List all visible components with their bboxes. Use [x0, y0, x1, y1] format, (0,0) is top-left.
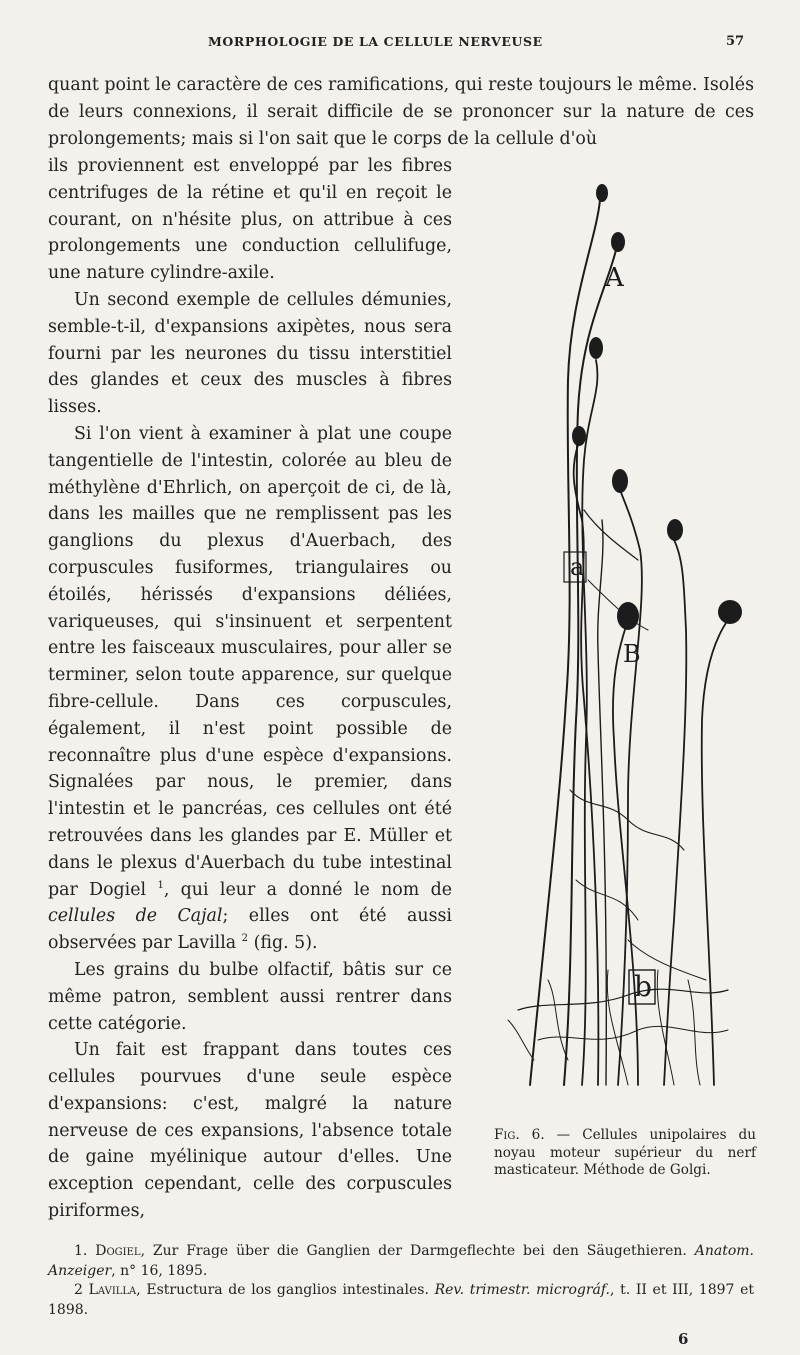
- label-a: a: [570, 553, 585, 581]
- caption-dash: —: [544, 1127, 583, 1143]
- cajal-term: cellules de Cajal: [48, 906, 223, 927]
- footnote-2-ref: , t. II et III, 1897 et 1898.: [48, 1282, 755, 1318]
- label-b: b: [634, 970, 652, 1003]
- figure-neurons: [478, 180, 788, 1090]
- running-head: [0, 34, 800, 54]
- footnote-ref-1: 1: [157, 879, 164, 891]
- paragraph-intestine: [48, 421, 452, 957]
- footnote-2-title: , Estructura de los ganglios intestinales.: [136, 1282, 429, 1298]
- paragraph-olfactory: Les grains du bulbe olfactif, bâtis sur ce même patron, semblent aussi rentrer dans cette catégorie.: [48, 959, 452, 1034]
- dogiel-continuation: , qui leur a donné le nom de: [163, 879, 452, 900]
- lavilla-ref: (fig. 5).: [248, 933, 318, 954]
- paragraph-second-example: Un second exemple de cellules démunies, semble-t-il, d'expansions axipètes, nous sera fourni par les neurones du tissu interstitiel des glandes et ceux des muscles à fibres lisses.: [48, 289, 452, 418]
- footnote-2-number: 2: [74, 1282, 83, 1298]
- caption-text: Cellules unipolaires du noyau moteur supérieur du nerf masticateur. Méthode de Golgi.: [494, 1127, 756, 1178]
- signature-mark: 6: [678, 1330, 689, 1348]
- figure-number: Fig. 6.: [494, 1127, 545, 1143]
- column-text: [48, 153, 452, 1225]
- running-title: MORPHOLOGIE DE LA CELLULE NERVEUSE: [208, 34, 543, 49]
- footnote-2-journal: Rev. trimestr. micrográf.: [434, 1282, 611, 1298]
- neuron-illustration: [478, 180, 788, 1090]
- footnote-2-author: Lavilla: [88, 1282, 137, 1298]
- footnote-2: [48, 1281, 754, 1320]
- intro-paragraph: quant point le caractère de ces ramifications, qui reste toujours le même. Isolés de leurs connexions, il serait difficile de se prononcer sur la nature de ces prolongements; mais si l'on sait que le corps de la cellule d'où: [48, 75, 754, 149]
- footnote-1-number: 1.: [74, 1243, 88, 1259]
- label-A: A: [605, 263, 624, 293]
- page-number: 57: [726, 34, 745, 49]
- label-B: B: [623, 640, 641, 668]
- cajal-after: ; elles ont été aussi observées par Lavilla: [48, 906, 452, 954]
- paragraph-retina: ils proviennent est enveloppé par les fibres centrifuges de la rétine et qu'il en reçoit le courant, on n'hésite plus, on attribue à ces prolongements une conduction cellulifuge, une nature cylindre-axile.: [48, 156, 452, 284]
- footnote-ref-2: 2: [241, 933, 249, 945]
- intro-text: [48, 72, 754, 152]
- footnote-1-journal: Anatom. Anzeiger: [48, 1243, 755, 1279]
- footnote-1: [48, 1242, 754, 1281]
- intestine-text: Si l'on vient à examiner à plat une coupe tangentielle de l'intestin, colorée au bleu de méthylène d'Ehrlich, on aperçoit de ci, de là, dans les mailles que ne remplissent pas les ganglions du plexus d'Auerbach, des corpuscules fusiformes, triangulaires ou étoilés, hérissés d'expansions déliées, variqueuses, qui s'insinuent et serpentent entre les faisceaux musculaires, pour aller se terminer, selon toute apparence, sur quelque fibre-cellule. Dans ces corpuscules, également, il n'est point possible de reconnaître plus d'une espèce d'expansions. Signalées par nous, le premier, dans l'intestin et le pancréas, ces cellules ont été retrouvées dans les glandes par E. Müller et dans le plexus d'Auerbach du tube intestinal par Dogiel: [48, 423, 452, 900]
- footnote-1-ref: , n° 16, 1895.: [111, 1262, 208, 1279]
- footnotes: [48, 1242, 754, 1320]
- paragraph-myelin: Un fait est frappant dans toutes ces cellules pourvues d'une seule espèce d'expansions: c'est, malgré la nature nerveuse de ces expansions, l'absence totale de gaine myélinique autour d'elles. Une exception cependant, celle des corpuscules piriformes,: [48, 1040, 452, 1222]
- footnote-1-title: , Zur Frage über die Ganglien der Darmgeflechte bei den Säugethieren.: [140, 1243, 687, 1259]
- figure-caption: [494, 1127, 756, 1180]
- footnote-1-author: Dogiel: [95, 1243, 141, 1259]
